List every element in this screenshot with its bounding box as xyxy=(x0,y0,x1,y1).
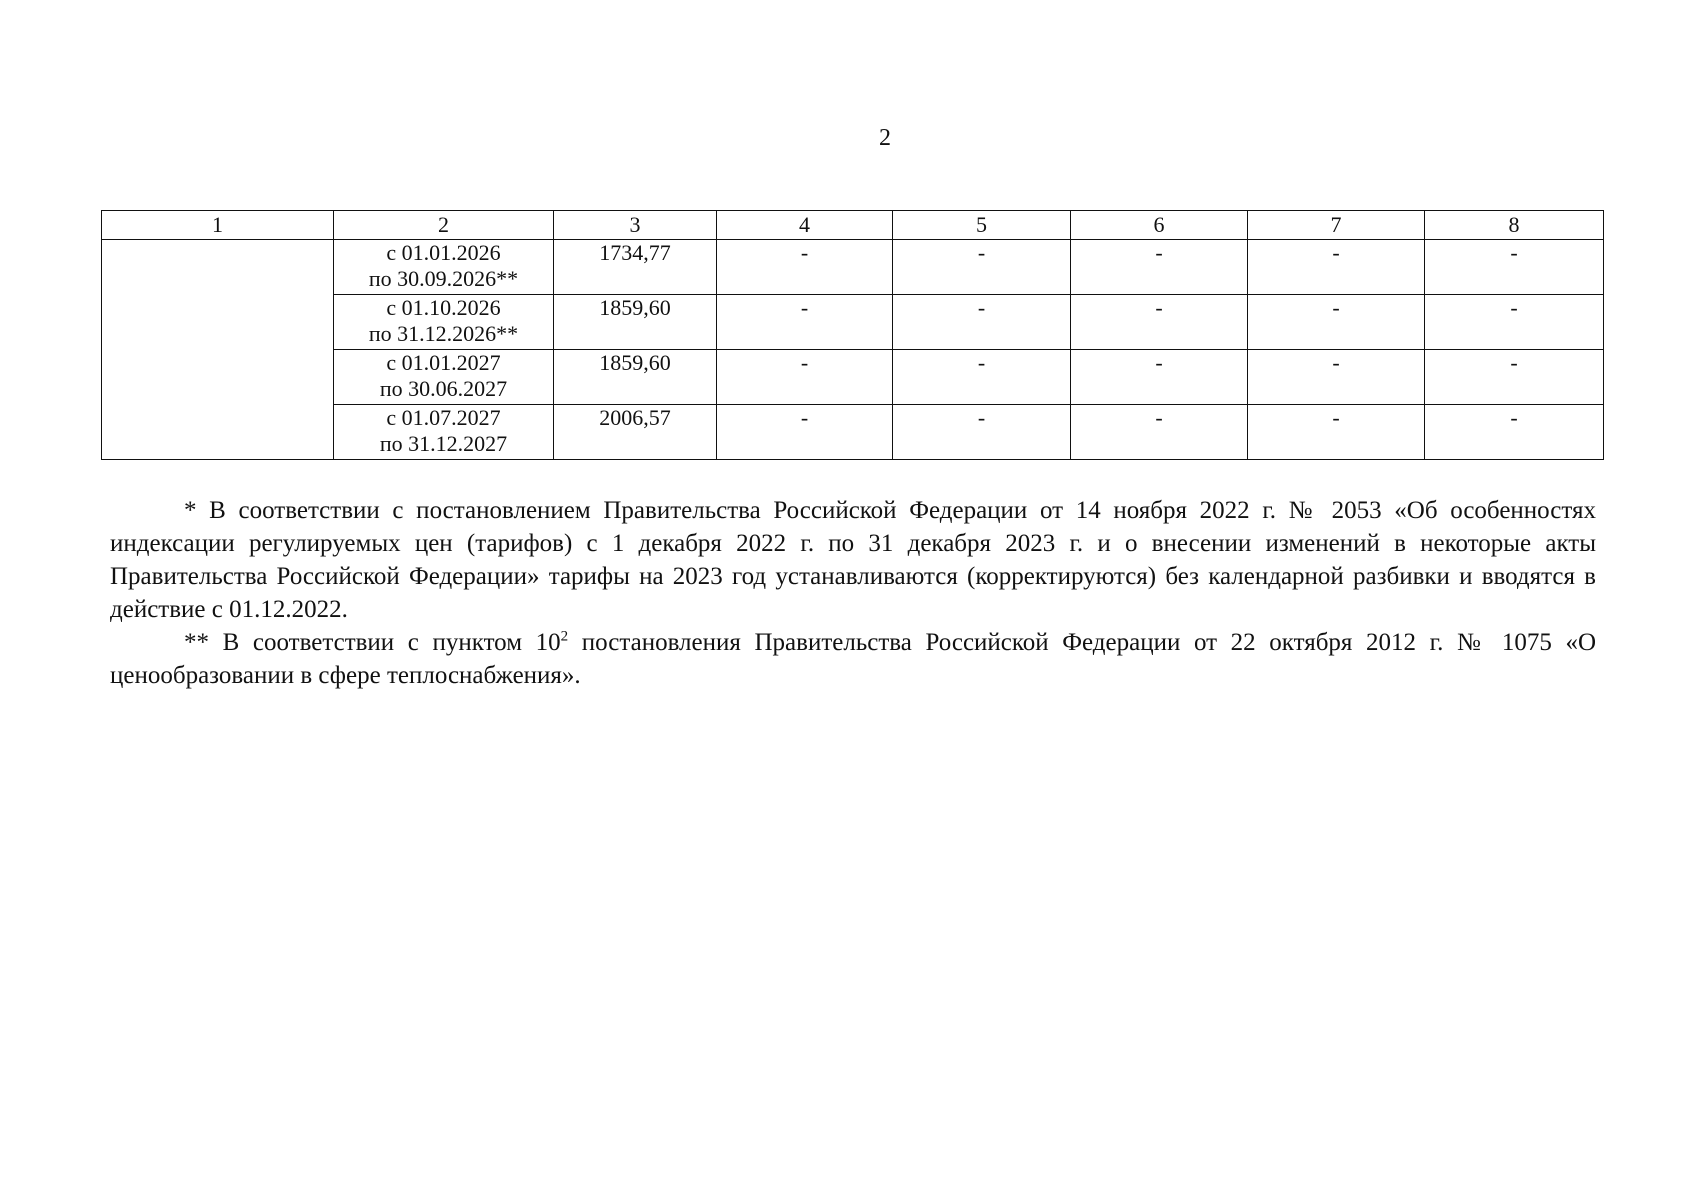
cell-col-6: - xyxy=(1071,240,1248,295)
table-row xyxy=(102,240,1604,295)
column-number-row xyxy=(102,211,1604,240)
cell-col-5: - xyxy=(893,240,1071,295)
column-header-6: 6 xyxy=(1071,211,1248,240)
period-to: по 31.12.2027 xyxy=(379,431,508,456)
period-from: с 01.10.2026 xyxy=(386,295,501,320)
cell-col-7: - xyxy=(1248,295,1425,350)
cell-col-5: - xyxy=(893,405,1071,460)
cell-col-7: - xyxy=(1248,350,1425,405)
column-header-1: 1 xyxy=(102,211,334,240)
cell-col-8: - xyxy=(1425,405,1604,460)
cell-col-8: - xyxy=(1425,240,1604,295)
period-from: с 01.01.2026 xyxy=(386,240,501,265)
column-header-7: 7 xyxy=(1248,211,1425,240)
period-cell xyxy=(334,240,554,295)
cell-col-7: - xyxy=(1248,240,1425,295)
period-from: с 01.07.2027 xyxy=(386,405,501,430)
period-to: по 30.09.2026** xyxy=(368,266,519,291)
cell-col-4: - xyxy=(717,295,893,350)
empty-merged-cell xyxy=(102,240,334,460)
period-cell xyxy=(334,405,554,460)
tariff-value-cell: 1859,60 xyxy=(554,350,717,405)
cell-col-8: - xyxy=(1425,295,1604,350)
column-header-3: 3 xyxy=(554,211,717,240)
column-header-5: 5 xyxy=(893,211,1071,240)
footnote-double-asterisk xyxy=(110,626,1596,692)
cell-col-4: - xyxy=(717,350,893,405)
column-header-8: 8 xyxy=(1425,211,1604,240)
footnote-superscript: 2 xyxy=(560,628,569,645)
period-cell xyxy=(334,295,554,350)
cell-col-4: - xyxy=(717,405,893,460)
cell-col-5: - xyxy=(893,295,1071,350)
footnote-single-asterisk: * В соответствии с постановлением Правительства Российской Федерации от 14 ноября 2022 г. № 2053 «Об особенностях индексации регулируемых цен (тарифов) с 1 декабря 2022 г. по 31 декабря 2023 г. и о внесении изменений в некоторые акты Правительства Российской Федерации» тарифы на 2023 год устанавливаются (корректируются) без календарной разбивки и вводятся в действие с 01.12.2022. xyxy=(110,497,1596,623)
period-to: по 31.12.2026** xyxy=(368,321,519,346)
cell-col-4: - xyxy=(717,240,893,295)
tariff-value-cell: 2006,57 xyxy=(554,405,717,460)
cell-col-6: - xyxy=(1071,350,1248,405)
cell-col-7: - xyxy=(1248,405,1425,460)
footnote-text-start: ** В соответствии с пунктом 10 xyxy=(184,629,561,656)
tariff-value-cell: 1859,60 xyxy=(554,295,717,350)
footnotes xyxy=(110,494,1596,692)
cell-col-6: - xyxy=(1071,295,1248,350)
period-from: с 01.01.2027 xyxy=(386,350,501,375)
tariff-value-cell: 1734,77 xyxy=(554,240,717,295)
column-header-2: 2 xyxy=(334,211,554,240)
cell-col-8: - xyxy=(1425,350,1604,405)
page-number: 2 xyxy=(879,125,891,151)
cell-col-6: - xyxy=(1071,405,1248,460)
cell-col-5: - xyxy=(893,350,1071,405)
period-cell xyxy=(334,350,554,405)
period-to: по 30.06.2027 xyxy=(379,376,508,401)
footnote-text-end: постановления Правительства Российской Федерации от 22 октября 2012 г. № 1075 «О ценообразовании в сфере теплоснабжения». xyxy=(110,629,1596,689)
tariff-table xyxy=(101,210,1604,460)
column-header-4: 4 xyxy=(717,211,893,240)
